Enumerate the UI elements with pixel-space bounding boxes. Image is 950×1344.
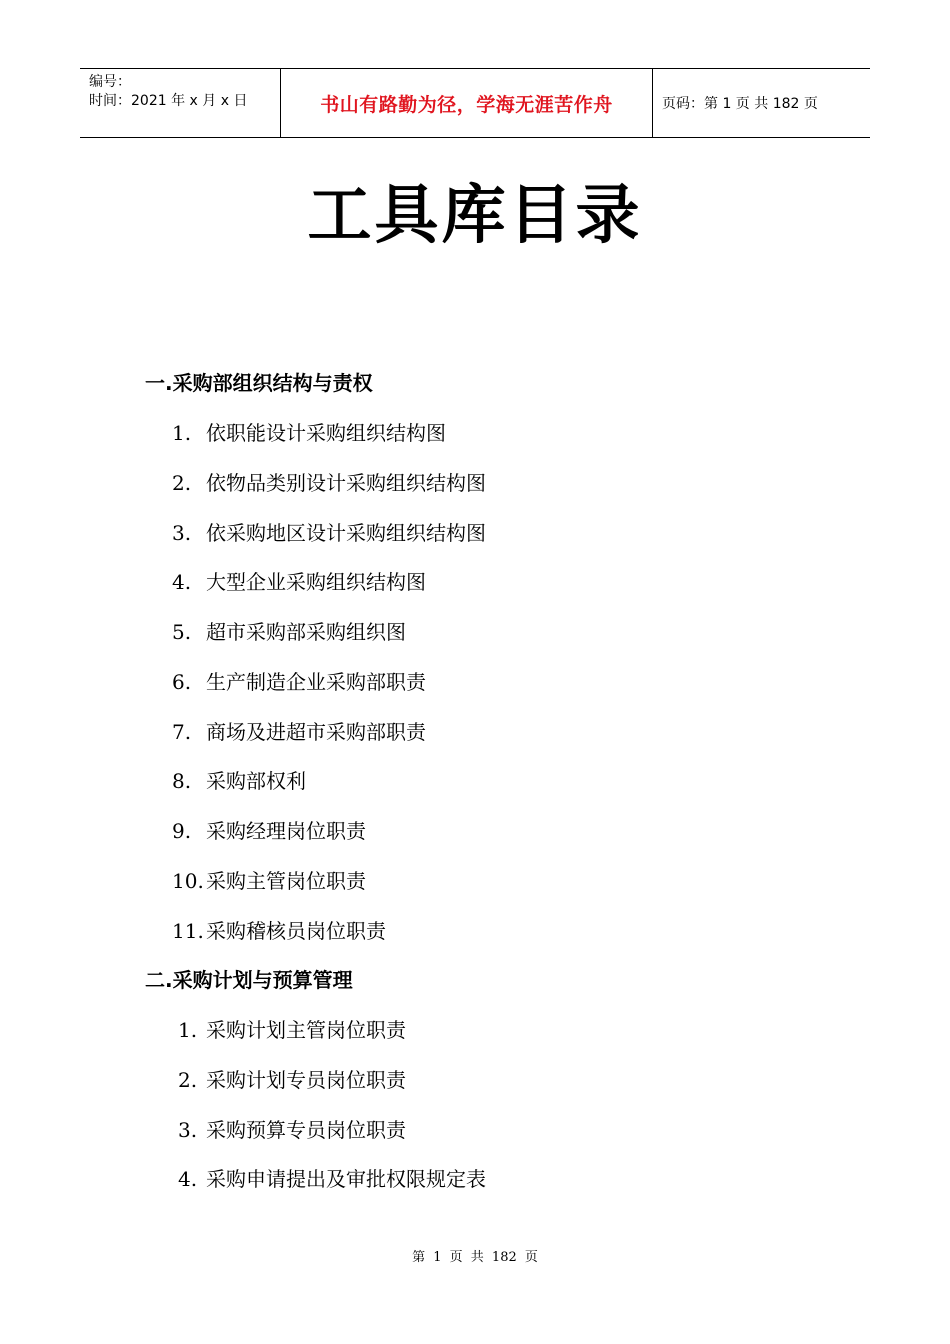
section-heading-2: 二.采购计划与预算管理 [145, 968, 353, 992]
toc-item: 5. 超市采购部采购组织图 [172, 620, 406, 644]
time-label: 时间：2021 年 x 月 x 日 [89, 93, 248, 109]
toc-item: 4. 采购申请提出及审批权限规定表 [178, 1167, 486, 1191]
toc-item: 7. 商场及进超市采购部职责 [172, 720, 426, 744]
header-page-info: 页码：第 1 页 共 182 页 [662, 96, 818, 112]
page-footer: 第 1 页 共 182 页 [412, 1250, 538, 1265]
number-label: 编号： [89, 74, 131, 90]
toc-item: 10. 采购主管岗位职责 [172, 869, 366, 893]
toc-item: 9. 采购经理岗位职责 [172, 819, 366, 843]
toc-item: 4. 大型企业采购组织结构图 [172, 570, 426, 594]
page-header [80, 68, 870, 138]
toc-item: 8. 采购部权利 [172, 769, 306, 793]
toc-item: 3. 采购预算专员岗位职责 [178, 1118, 406, 1142]
toc-item: 11. 采购稽核员岗位职责 [172, 919, 386, 943]
section-heading-1: 一.采购部组织结构与责权 [145, 371, 373, 395]
toc-item: 1. 采购计划主管岗位职责 [178, 1018, 406, 1042]
header-motto: 书山有路勤为径，学海无涯苦作舟 [320, 93, 613, 116]
toc-item: 2. 采购计划专员岗位职责 [178, 1068, 406, 1092]
toc-item: 3. 依采购地区设计采购组织结构图 [172, 521, 486, 545]
toc-item: 1. 依职能设计采购组织结构图 [172, 421, 446, 445]
header-motto-cell [281, 69, 653, 137]
header-meta [80, 69, 281, 137]
toc-item: 2. 依物品类别设计采购组织结构图 [172, 471, 486, 495]
toc-item: 6. 生产制造企业采购部职责 [172, 670, 426, 694]
document-title: 工具库目录 [307, 179, 643, 253]
